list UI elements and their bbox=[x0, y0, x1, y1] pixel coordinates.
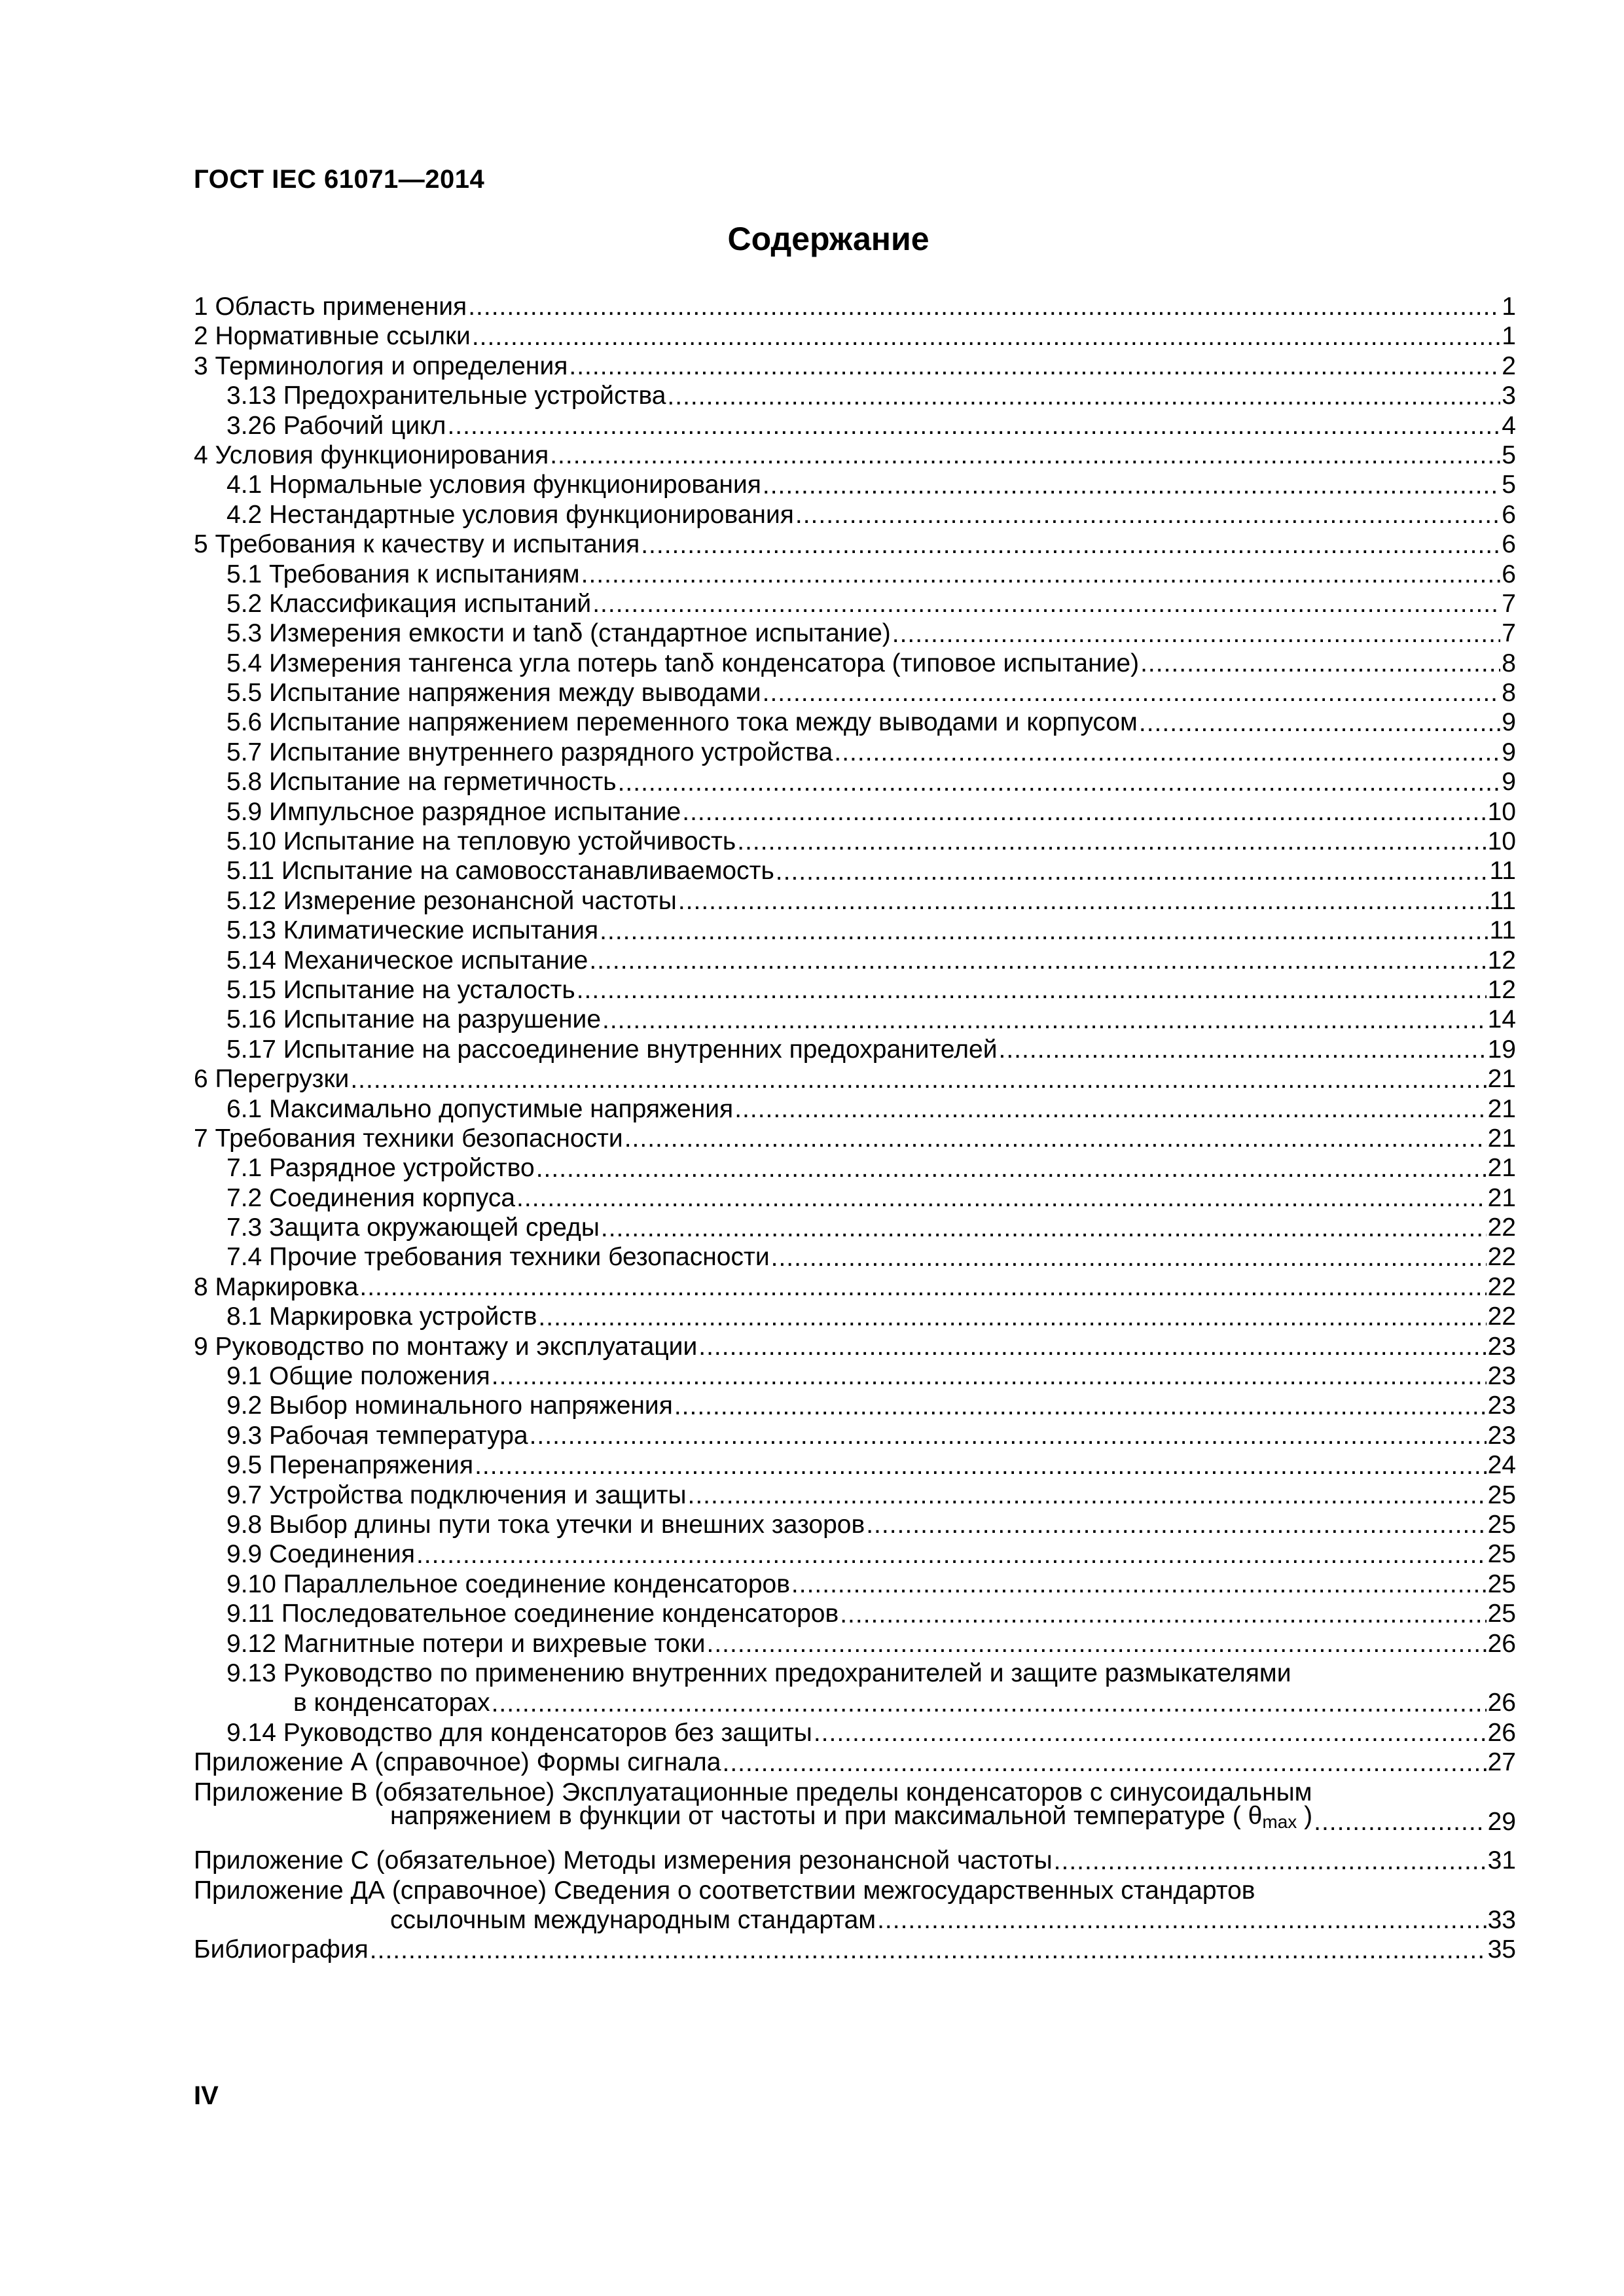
toc-page-number: 10 bbox=[1487, 827, 1516, 856]
toc-entry-text: 2 Нормативные ссылки bbox=[194, 322, 471, 351]
toc-page-number: 6 bbox=[1502, 500, 1516, 529]
toc-page-number: 10 bbox=[1487, 797, 1516, 826]
toc-page-number: 22 bbox=[1487, 1272, 1516, 1301]
toc-entry-appendix-b-line2[interactable] bbox=[194, 1801, 1516, 1837]
toc-leader-dots bbox=[416, 1540, 1487, 1570]
toc-entry[interactable] bbox=[194, 1272, 1516, 1302]
toc-page-number: 12 bbox=[1487, 946, 1516, 975]
toc-page-number: 14 bbox=[1487, 1005, 1516, 1034]
toc-entry-appendix-c[interactable] bbox=[194, 1846, 1516, 1875]
toc-page-number: 2 bbox=[1502, 351, 1516, 380]
toc-leader-dots bbox=[814, 1718, 1487, 1748]
toc-page-number: 11 bbox=[1489, 857, 1516, 886]
toc-entry-bibliography[interactable] bbox=[194, 1935, 1516, 1964]
toc-leader-dots bbox=[682, 797, 1486, 827]
table-of-contents bbox=[194, 292, 1516, 1965]
toc-entry-text: 5.17 Испытание на рассоединение внутренних предохранителей bbox=[226, 1035, 998, 1064]
toc-entry[interactable] bbox=[194, 1005, 1516, 1034]
toc-entry[interactable] bbox=[194, 767, 1516, 797]
toc-leader-dots bbox=[492, 1689, 1487, 1718]
toc-entry-9-14[interactable] bbox=[194, 1718, 1516, 1748]
toc-page-number: 6 bbox=[1502, 530, 1516, 559]
toc-entry-text: 9.13 Руководство по применению внутренних предохранителей и защите размыкателями bbox=[226, 1659, 1291, 1687]
toc-page-number: 23 bbox=[1487, 1421, 1516, 1450]
toc-entry[interactable] bbox=[194, 529, 1516, 559]
toc-entry[interactable] bbox=[194, 649, 1516, 678]
toc-entry-text: 5.10 Испытание на тепловую устойчивость bbox=[226, 827, 736, 856]
toc-entry-text: 9.12 Магнитные потери и вихревые токи bbox=[226, 1629, 706, 1658]
toc-entry[interactable] bbox=[194, 738, 1516, 767]
toc-entry[interactable] bbox=[194, 1361, 1516, 1391]
toc-leader-dots bbox=[370, 1935, 1487, 1965]
toc-leader-dots bbox=[840, 1600, 1486, 1629]
toc-entry-text: Приложение ДА (справочное) Сведения о соответствии межгосударственных стандартов bbox=[194, 1876, 1255, 1905]
toc-entry[interactable] bbox=[194, 797, 1516, 827]
toc-page-number: 1 bbox=[1502, 292, 1516, 321]
toc-page-number: 7 bbox=[1502, 619, 1516, 648]
toc-entry-text: 7.2 Соединения корпуса bbox=[226, 1183, 516, 1212]
toc-leader-dots bbox=[877, 1905, 1487, 1935]
toc-leader-dots bbox=[359, 1272, 1486, 1302]
toc-entry-text: 9.10 Параллельное соединение конденсаторов bbox=[226, 1570, 790, 1598]
toc-page-number: 25 bbox=[1487, 1480, 1516, 1509]
toc-entry-text: в конденсаторах bbox=[293, 1689, 490, 1717]
toc-leader-dots bbox=[601, 1213, 1487, 1243]
toc-leader-dots bbox=[667, 382, 1500, 411]
toc-entry-text: 3 Терминология и определения bbox=[194, 351, 568, 380]
toc-leader-dots bbox=[674, 1391, 1487, 1421]
toc-entry[interactable] bbox=[194, 321, 1516, 351]
toc-entry[interactable] bbox=[194, 1570, 1516, 1599]
toc-leader-dots bbox=[538, 1302, 1486, 1332]
toc-entry[interactable] bbox=[194, 975, 1516, 1005]
toc-page-number: 9 bbox=[1502, 708, 1516, 737]
toc-page-number: 4 bbox=[1502, 411, 1516, 440]
toc-entry-text: 7.4 Прочие требования техники безопасности bbox=[226, 1243, 770, 1272]
toc-leader-dots bbox=[600, 916, 1488, 946]
toc-entry[interactable] bbox=[194, 1391, 1516, 1420]
toc-entry-text: 5.11 Испытание на самовосстанавливаемость bbox=[226, 857, 774, 886]
toc-entry-text: 9.7 Устройства подключения и защиты bbox=[226, 1480, 687, 1509]
toc-page-number: 29 bbox=[1487, 1807, 1516, 1836]
toc-page-number: 5 bbox=[1502, 440, 1516, 469]
toc-entry[interactable] bbox=[194, 1124, 1516, 1153]
toc-leader-dots bbox=[737, 827, 1486, 856]
theta-symbol: θ bbox=[1248, 1801, 1263, 1830]
toc-entry[interactable] bbox=[194, 1450, 1516, 1480]
toc-entry[interactable] bbox=[194, 589, 1516, 619]
toc-entry-text: 5.13 Климатические испытания bbox=[226, 916, 599, 945]
closing-paren: ) bbox=[1304, 1801, 1313, 1830]
toc-leader-dots bbox=[624, 1124, 1487, 1153]
toc-page-number: 21 bbox=[1487, 1183, 1516, 1212]
toc-leader-dots bbox=[834, 738, 1500, 767]
toc-entry[interactable] bbox=[194, 1539, 1516, 1569]
toc-entry[interactable] bbox=[194, 946, 1516, 975]
toc-entry[interactable] bbox=[194, 292, 1516, 321]
toc-page-number: 26 bbox=[1487, 1689, 1516, 1717]
toc-entry-text: 9 Руководство по монтажу и эксплуатации bbox=[194, 1332, 698, 1361]
toc-page-number: 19 bbox=[1487, 1035, 1516, 1064]
toc-entry[interactable] bbox=[194, 1183, 1516, 1213]
toc-entry[interactable] bbox=[194, 1243, 1516, 1272]
toc-entry-text: 8.1 Маркировка устройств bbox=[226, 1302, 537, 1331]
toc-entry-text: 5.8 Испытание на герметичность bbox=[226, 768, 617, 797]
toc-leader-dots bbox=[866, 1510, 1486, 1539]
toc-entry[interactable] bbox=[194, 708, 1516, 737]
toc-entry-text-part: напряжением в функции от частоты и при максимальной температуре ( bbox=[390, 1801, 1241, 1830]
toc-entry-text: 5.15 Испытание на усталость bbox=[226, 975, 575, 1004]
toc-page-number: 6 bbox=[1502, 560, 1516, 588]
toc-leader-dots bbox=[795, 500, 1500, 529]
toc-entry-text: 5.5 Испытание напряжения между выводами bbox=[226, 679, 761, 708]
toc-leader-dots bbox=[763, 471, 1500, 500]
toc-entry[interactable] bbox=[194, 1094, 1516, 1124]
toc-leader-dots bbox=[447, 411, 1500, 440]
toc-entry[interactable] bbox=[194, 1302, 1516, 1331]
toc-entry-text: 9.11 Последовательное соединение конденсаторов bbox=[226, 1600, 839, 1628]
toc-leader-dots bbox=[581, 560, 1501, 589]
toc-entry[interactable] bbox=[194, 500, 1516, 529]
toc-page-number: 25 bbox=[1487, 1600, 1516, 1628]
toc-leader-dots bbox=[892, 619, 1501, 649]
toc-entry[interactable] bbox=[194, 1421, 1516, 1450]
toc-leader-dots bbox=[530, 1421, 1487, 1450]
toc-page-number: 22 bbox=[1487, 1302, 1516, 1331]
page-title: Содержание bbox=[727, 221, 929, 257]
toc-entry-text: 5.7 Испытание внутреннего разрядного устройства bbox=[226, 738, 833, 766]
toc-entry-text bbox=[390, 1801, 1312, 1837]
toc-entry-text: Приложение А (справочное) Формы сигнала bbox=[194, 1748, 721, 1777]
toc-entry[interactable] bbox=[194, 1332, 1516, 1361]
toc-leader-dots bbox=[999, 1035, 1487, 1064]
toc-entry-text: 9.3 Рабочая температура bbox=[226, 1421, 528, 1450]
toc-page-number: 31 bbox=[1487, 1846, 1516, 1875]
toc-entry-text: 1 Область применения bbox=[194, 292, 467, 321]
toc-entry-text: 4.2 Нестандартные условия функционирования bbox=[226, 500, 794, 529]
toc-leader-dots bbox=[516, 1183, 1487, 1213]
toc-entry[interactable] bbox=[194, 1480, 1516, 1510]
toc-entry[interactable] bbox=[194, 1064, 1516, 1094]
toc-entry-text: ссылочным международным стандартам bbox=[390, 1906, 876, 1935]
toc-page-number: 25 bbox=[1487, 1570, 1516, 1598]
toc-leader-dots bbox=[492, 1361, 1487, 1391]
page-number-footer: IV bbox=[194, 2081, 219, 2110]
toc-page-number: 21 bbox=[1487, 1124, 1516, 1153]
toc-page-number: 11 bbox=[1489, 916, 1516, 945]
toc-entry[interactable] bbox=[194, 1035, 1516, 1064]
toc-leader-dots bbox=[734, 1094, 1486, 1124]
toc-entry-text: 9.1 Общие положения bbox=[226, 1362, 490, 1391]
toc-entry-text: 4.1 Нормальные условия функционирования bbox=[226, 471, 761, 499]
toc-page-number: 8 bbox=[1502, 649, 1516, 677]
toc-entry-appendix-da-line2[interactable] bbox=[194, 1905, 1516, 1935]
toc-page-number: 21 bbox=[1487, 1065, 1516, 1094]
toc-page-number: 1 bbox=[1502, 322, 1516, 351]
toc-page-number: 25 bbox=[1487, 1540, 1516, 1569]
toc-leader-dots bbox=[791, 1570, 1487, 1599]
toc-leader-dots bbox=[550, 440, 1500, 470]
toc-page-number: 21 bbox=[1487, 1094, 1516, 1123]
toc-leader-dots bbox=[350, 1065, 1486, 1094]
toc-entry-text: Приложение В (обязательное) Эксплуатационные пределы конденсаторов с синусоидальным bbox=[194, 1778, 1312, 1806]
toc-entry-appendix-da-line1[interactable] bbox=[194, 1876, 1516, 1905]
toc-entry-text: 5.16 Испытание на разрушение bbox=[226, 1005, 602, 1034]
toc-page-number: 26 bbox=[1487, 1718, 1516, 1747]
toc-entry-text: 9.8 Выбор длины пути тока утечки и внешних зазоров bbox=[226, 1511, 865, 1539]
toc-entry[interactable] bbox=[194, 440, 1516, 470]
toc-entry-text: 5.9 Импульсное разрядное испытание bbox=[226, 797, 681, 826]
toc-entry-text: 5.14 Механическое испытание bbox=[226, 946, 588, 975]
toc-page-number: 26 bbox=[1487, 1629, 1516, 1658]
toc-entry-text: 5.12 Измерение резонансной частоты bbox=[226, 886, 677, 915]
toc-page-number: 7 bbox=[1502, 589, 1516, 618]
toc-entry-text: 9.2 Выбор номинального напряжения bbox=[226, 1391, 673, 1420]
toc-leader-dots bbox=[577, 975, 1487, 1005]
toc-entry-text: 6.1 Максимально допустимые напряжения bbox=[226, 1094, 734, 1123]
toc-entry-text: 6 Перегрузки bbox=[194, 1065, 350, 1094]
toc-page-number: 25 bbox=[1487, 1511, 1516, 1539]
toc-leader-dots bbox=[618, 768, 1501, 797]
toc-entry-9-13-line1[interactable] bbox=[194, 1659, 1516, 1688]
toc-entry-text: 5.1 Требования к испытаниям bbox=[226, 560, 580, 588]
toc-leader-dots bbox=[602, 1005, 1487, 1035]
toc-leader-dots bbox=[1054, 1846, 1487, 1876]
toc-entry-text: 9.14 Руководство для конденсаторов без защиты bbox=[226, 1718, 812, 1747]
toc-entry[interactable] bbox=[194, 470, 1516, 499]
toc-leader-dots bbox=[641, 530, 1500, 560]
toc-entry-appendix-a[interactable] bbox=[194, 1748, 1516, 1777]
toc-leader-dots bbox=[1314, 1807, 1486, 1837]
toc-leader-dots bbox=[776, 857, 1489, 886]
toc-entry-text: Библиография bbox=[194, 1935, 369, 1964]
toc-entry-text: 8 Маркировка bbox=[194, 1272, 359, 1301]
toc-entry[interactable] bbox=[194, 1213, 1516, 1242]
toc-leader-dots bbox=[472, 322, 1500, 351]
toc-page-number: 9 bbox=[1502, 738, 1516, 766]
toc-page-number: 24 bbox=[1487, 1451, 1516, 1480]
toc-page-number: 35 bbox=[1487, 1935, 1516, 1964]
toc-leader-dots bbox=[1140, 649, 1500, 678]
toc-entry-text: 5.4 Измерения тангенса угла потерь tanδ конденсатора (типовое испытание) bbox=[226, 649, 1140, 677]
toc-leader-dots bbox=[468, 292, 1500, 321]
toc-entry[interactable] bbox=[194, 678, 1516, 708]
toc-entry-9-13-line2[interactable] bbox=[194, 1688, 1516, 1717]
max-subscript: max bbox=[1262, 1811, 1297, 1832]
toc-leader-dots bbox=[475, 1451, 1487, 1480]
toc-leader-dots bbox=[569, 351, 1500, 381]
toc-entry[interactable] bbox=[194, 1599, 1516, 1628]
toc-page-number: 27 bbox=[1487, 1748, 1516, 1777]
toc-leader-dots bbox=[706, 1629, 1486, 1659]
toc-page-number: 22 bbox=[1487, 1243, 1516, 1272]
toc-entry[interactable] bbox=[194, 827, 1516, 856]
toc-entry[interactable] bbox=[194, 1153, 1516, 1183]
toc-leader-dots bbox=[763, 678, 1501, 708]
toc-entry-text: 7 Требования техники безопасности bbox=[194, 1124, 623, 1153]
toc-entry[interactable] bbox=[194, 619, 1516, 648]
toc-entry-text: 5 Требования к качеству и испытания bbox=[194, 530, 640, 559]
toc-entry-text: 9.5 Перенапряжения bbox=[226, 1451, 474, 1480]
toc-entry-text: 3.26 Рабочий цикл bbox=[226, 411, 446, 440]
toc-leader-dots bbox=[678, 886, 1489, 916]
toc-page-number: 23 bbox=[1487, 1362, 1516, 1391]
toc-entry-text: 5.6 Испытание напряжением переменного тока между выводами и корпусом bbox=[226, 708, 1138, 737]
toc-leader-dots bbox=[698, 1332, 1486, 1361]
toc-entry-text: 3.13 Предохранительные устройства bbox=[226, 382, 666, 410]
toc-page-number: 23 bbox=[1487, 1391, 1516, 1420]
toc-page-number: 3 bbox=[1502, 382, 1516, 410]
toc-leader-dots bbox=[592, 589, 1500, 619]
toc-entry[interactable] bbox=[194, 916, 1516, 945]
toc-leader-dots bbox=[722, 1748, 1486, 1778]
toc-entry-text: 9.9 Соединения bbox=[226, 1540, 415, 1569]
toc-entry-text: 7.3 Защита окружающей среды bbox=[226, 1213, 600, 1242]
toc-entry[interactable] bbox=[194, 560, 1516, 589]
toc-leader-dots bbox=[536, 1154, 1487, 1183]
toc-entry[interactable] bbox=[194, 856, 1516, 886]
toc-entry-text: 4 Условия функционирования bbox=[194, 440, 549, 469]
toc-leader-dots bbox=[688, 1480, 1487, 1510]
toc-page-number: 23 bbox=[1487, 1332, 1516, 1361]
toc-leader-dots bbox=[771, 1243, 1487, 1272]
toc-leader-dots bbox=[1139, 708, 1500, 738]
toc-entry[interactable] bbox=[194, 381, 1516, 410]
toc-page-number: 9 bbox=[1502, 768, 1516, 797]
toc-entry[interactable] bbox=[194, 1629, 1516, 1659]
toc-entry-text: 7.1 Разрядное устройство bbox=[226, 1154, 535, 1183]
toc-entry[interactable] bbox=[194, 351, 1516, 381]
toc-entry[interactable] bbox=[194, 886, 1516, 916]
toc-page-number: 8 bbox=[1502, 679, 1516, 708]
toc-page-number: 5 bbox=[1502, 471, 1516, 499]
toc-entry-text: 5.3 Измерения емкости и tanδ (стандартное испытание) bbox=[226, 619, 891, 648]
toc-page-number: 22 bbox=[1487, 1213, 1516, 1242]
toc-entry[interactable] bbox=[194, 411, 1516, 440]
toc-page-number: 33 bbox=[1487, 1906, 1516, 1935]
toc-page-number: 11 bbox=[1489, 886, 1516, 915]
toc-entry[interactable] bbox=[194, 1510, 1516, 1539]
toc-page-number: 21 bbox=[1487, 1154, 1516, 1183]
toc-simple-entries bbox=[194, 292, 1516, 1659]
toc-entry-text: Приложение С (обязательное) Методы измерения резонансной частоты bbox=[194, 1846, 1053, 1875]
toc-entry-text: 5.2 Классификация испытаний bbox=[226, 589, 592, 618]
document-header: ГОСТ IEC 61071—2014 bbox=[194, 165, 485, 194]
toc-page-number: 12 bbox=[1487, 975, 1516, 1004]
toc-leader-dots bbox=[589, 946, 1486, 975]
